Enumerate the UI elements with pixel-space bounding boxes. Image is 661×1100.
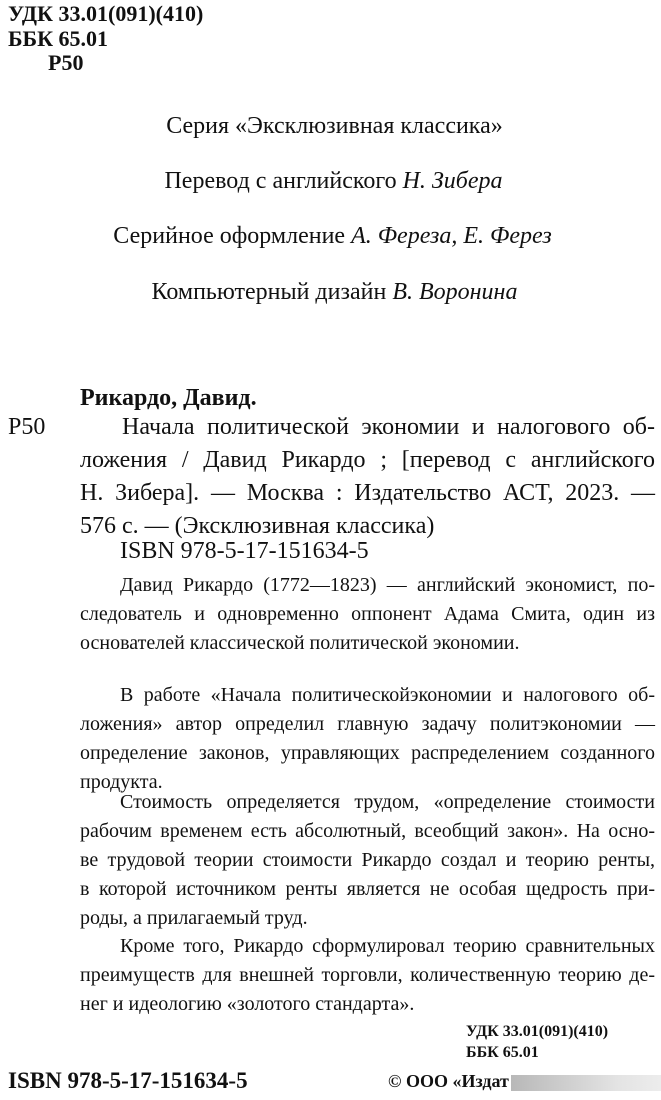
annotation-line: преимуществ для внешней торговли, количественную теорию де- (80, 964, 655, 986)
entry-isbn: ISBN 978-5-17-151634-5 (120, 538, 369, 564)
series-text: Серия «Эксклюзивная классика» (166, 113, 503, 139)
annotation-line: Стоимость определяется трудом, «определение стоимости (120, 791, 655, 813)
annotation-line: Давид Рикардо (1772—1823) — английский экономист, по- (120, 574, 655, 596)
computer-designer-name: В. Воронина (392, 279, 518, 305)
copyright-text: © ООО «Издат (388, 1071, 509, 1091)
entry-author-mark: Р50 (8, 414, 46, 440)
translation-prefix: Перевод с английского (164, 168, 403, 194)
annotation-line: следователь и одновременно оппонент Адама Смита, один из (80, 603, 655, 625)
annotation-line: ложения» автор определил главную задачу политэкономии — (80, 713, 655, 735)
bbk-code: ББК 65.01 (8, 25, 109, 51)
translator-name: Н. Зибера (402, 168, 503, 194)
annotation-line: рабочим временем есть абсолютный, всеобщий закон». На осно- (80, 820, 655, 842)
entry-author: Рикардо, Давид. (80, 385, 257, 411)
annotation-paragraph-1 (80, 571, 655, 658)
entry-line-1: Начала политической экономии и налогового об- (122, 414, 655, 440)
computer-design-prefix: Компьютерный дизайн (151, 279, 393, 305)
annotation-line: В работе «Начала политическойэкономии и налогового об- (120, 684, 655, 706)
entry-line-3: Н. Зибера]. — Москва : Издательство АСТ, 2023. — (80, 480, 655, 506)
annotation-line: продукта. (80, 771, 163, 793)
entry-line-4: 576 с. — (Эксклюзивная классика) (80, 513, 435, 539)
bottom-isbn: ISBN 978-5-17-151634-5 (8, 1068, 248, 1093)
computer-design-line (0, 279, 661, 306)
entry-line-2: ложения / Давид Рикардо ; [перевод с английского (80, 447, 655, 473)
footer-udk-code: УДК 33.01(091)(410) (466, 1023, 609, 1040)
copyright-faded-area (511, 1075, 661, 1091)
annotation-paragraph-2 (80, 681, 655, 797)
annotation-paragraph-4 (80, 932, 655, 1019)
annotation-line: роды, а прилагаемый труд. (80, 907, 308, 929)
translation-line (0, 168, 661, 195)
annotation-line: нег и идеологию «золотого стандарта». (80, 993, 415, 1015)
annotation-paragraph-3 (80, 788, 655, 933)
footer-codes (466, 1021, 608, 1063)
design-prefix: Серийное оформление (113, 223, 352, 249)
udk-code: УДК 33.01(091)(410) (8, 1, 204, 26)
designer-names: А. Фереза, Е. Ферез (351, 223, 552, 249)
entry-description (80, 411, 655, 543)
classification-codes (8, 2, 203, 76)
copyright-line (388, 1071, 661, 1092)
annotation-line: определение законов, управляющих распределением созданного (80, 742, 655, 764)
annotation-line: в которой источником ренты является не особая щедрость при- (80, 878, 655, 900)
annotation-line: Кроме того, Рикардо сформулировал теорию сравнительных (120, 935, 655, 957)
series-line (0, 113, 661, 140)
annotation-line: ве трудовой теории стоимости Рикардо создал и теорию ренты, (80, 849, 655, 871)
annotation-line: основателей классической политической экономии. (80, 632, 520, 654)
footer-bbk-code: ББК 65.01 (466, 1044, 539, 1061)
author-mark: Р50 (48, 50, 84, 75)
design-line (0, 223, 661, 250)
